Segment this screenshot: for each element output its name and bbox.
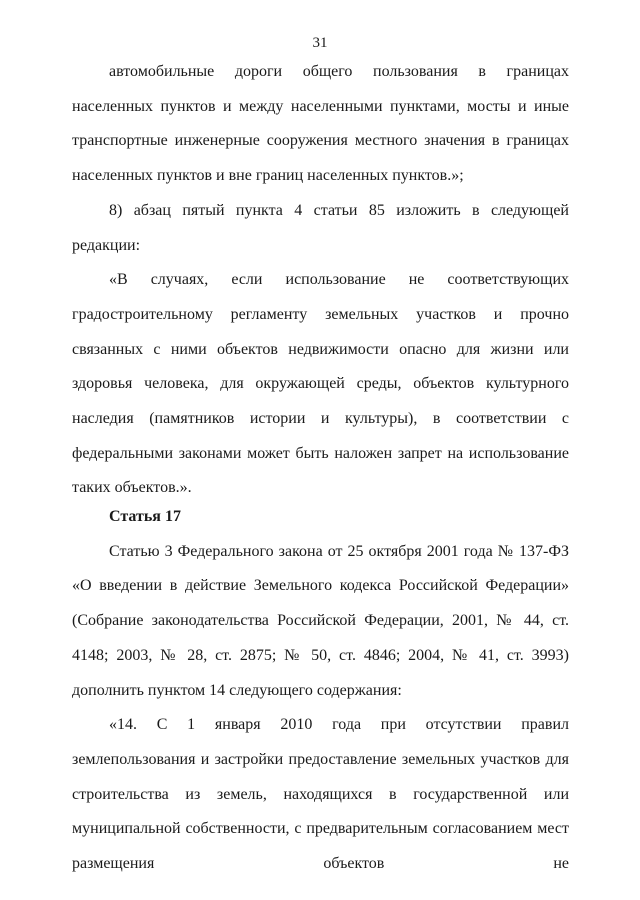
paragraph-quote-item-14: «14. С 1 января 2010 года при отсутствии правил землепользования и застройки предоставление земельных участков для строительства из земель, находящихся в государственной или муниципальной собственности, с предварительным согласованием мест размещения объектов не — [72, 716, 569, 873]
paragraph-roads: автомобильные дороги общего пользования в границах населенных пунктов и между населенными пунктами, мосты и иные транспортные инженерные сооружения местного значения в границах населенных пунктов и вне границ населенных пунктов.»; — [72, 63, 569, 185]
paragraph-quote-restriction: «В случаях, если использование не соответствующих градостроительному регламенту земельных участков и прочно связанных с ними объектов недвижимости опасно для жизни или здоровья человека, для окружающей среды, объектов культурного наследия (памятников истории и культуры), в соответствии с федеральными законами может быть наложен запрет на использование таких объектов.». — [72, 271, 569, 497]
text-block-article-17 — [72, 500, 569, 882]
text-block-top — [72, 55, 569, 506]
paragraph-article-3-amendment: Статью 3 Федерального закона от 25 октября 2001 года № 137-ФЗ «О введении в действие Земельного кодекса Российской Федерации» (Собрание законодательства Российской Федерации, 2001, № 44, ст. 4148; 2003, № 28, ст. 2875; № 50, ст. 4846; 2004, № 41, ст. 3993) дополнить пунктом 14 следующего содержания: — [72, 542, 569, 699]
page-number: 31 — [312, 35, 328, 51]
article-heading: Статья 17 — [109, 508, 181, 525]
paragraph-amendment-8: 8) абзац пятый пункта 4 статьи 85 изложить в следующей редакции: — [72, 201, 569, 254]
